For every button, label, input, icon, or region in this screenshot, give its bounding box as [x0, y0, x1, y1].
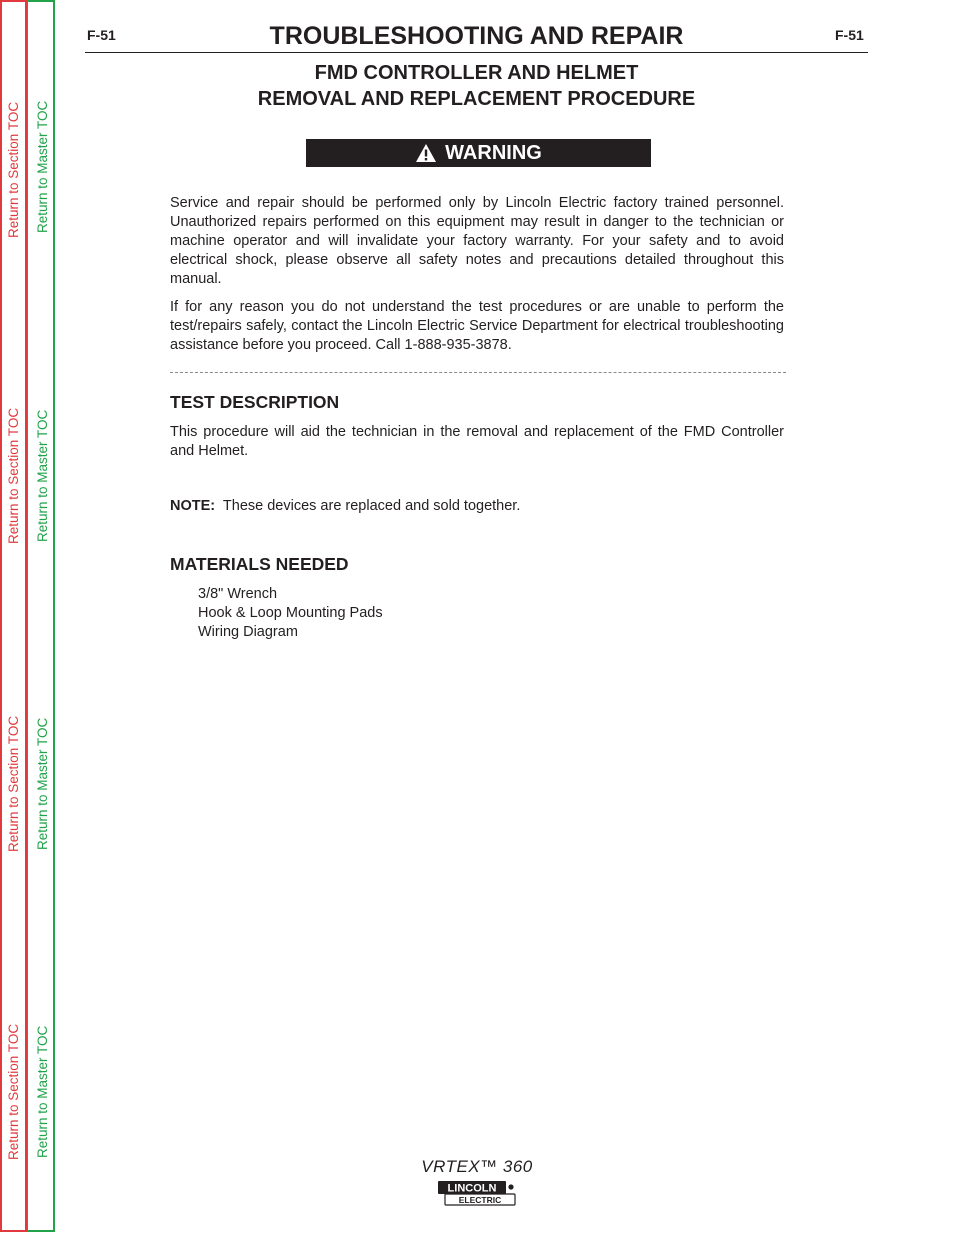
title-rule [85, 52, 868, 53]
return-to-master-toc-link-1[interactable]: Return to Master TOC [35, 100, 50, 233]
page-title: TROUBLESHOOTING AND REPAIR [269, 22, 684, 50]
warning-label: WARNING [445, 141, 542, 164]
note [170, 497, 784, 516]
test-description-text: This procedure will aid the technician in the removal and replacement of the FMD Controller and Helmet. [170, 424, 784, 459]
materials-list [198, 585, 383, 642]
section-toc-strip [0, 0, 27, 1232]
return-to-section-toc-link-4[interactable]: Return to Section TOC [6, 1023, 21, 1160]
svg-text:LINCOLN: LINCOLN [447, 1182, 497, 1195]
list-item: Wiring Diagram [198, 624, 298, 640]
test-description-text-block [170, 423, 784, 461]
return-to-master-toc-link-3[interactable]: Return to Master TOC [35, 717, 50, 850]
model-name: VRTEX™ 360 [421, 1157, 533, 1176]
list-item: 3/8" Wrench [198, 586, 278, 602]
subtitle-line-1: FMD CONTROLLER AND HELMET [314, 62, 639, 84]
warning-text [170, 194, 784, 355]
page-number-right: F-51 [835, 27, 864, 43]
warning-paragraph-1: Service and repair should be performed only by Lincoln Electric factory trained personnel. Unauthorized repairs performed on this equipment may result in danger to the technician or machine operator and will invalidate your factory warranty. For your safety and to avoid electrical shock, please observe all safety notes and precautions detailed throughout this manual. [170, 195, 784, 287]
lincoln-electric-logo [437, 1180, 517, 1208]
test-description-heading: TEST DESCRIPTION [170, 392, 340, 412]
warning-paragraph-2: If for any reason you do not understand the test procedures or are unable to perform the test/repairs safely, contact the Lincoln Electric Service Department for electrical troubleshooting assistance before you proceed. Call 1-888-935-3878. [170, 299, 784, 353]
page-subtitle [85, 60, 868, 112]
svg-text:ELECTRIC: ELECTRIC [458, 1195, 502, 1205]
warning-triangle-icon [415, 143, 437, 163]
list-item: Hook & Loop Mounting Pads [198, 605, 383, 621]
return-to-section-toc-link-3[interactable]: Return to Section TOC [6, 715, 21, 852]
warning-banner [306, 139, 651, 167]
note-text: These devices are replaced and sold together. [222, 498, 521, 514]
materials-heading: MATERIALS NEEDED [170, 554, 349, 574]
note-label: NOTE: [170, 498, 216, 514]
page-number-left: F-51 [87, 27, 116, 43]
master-toc-strip [27, 0, 55, 1232]
subtitle-line-2: REMOVAL AND REPLACEMENT PROCEDURE [257, 88, 696, 110]
dashed-divider [170, 372, 786, 373]
return-to-master-toc-link-4[interactable]: Return to Master TOC [35, 1025, 50, 1158]
return-to-master-toc-link-2[interactable]: Return to Master TOC [35, 409, 50, 542]
return-to-section-toc-link-2[interactable]: Return to Section TOC [6, 407, 21, 544]
return-to-section-toc-link-1[interactable]: Return to Section TOC [6, 101, 21, 238]
